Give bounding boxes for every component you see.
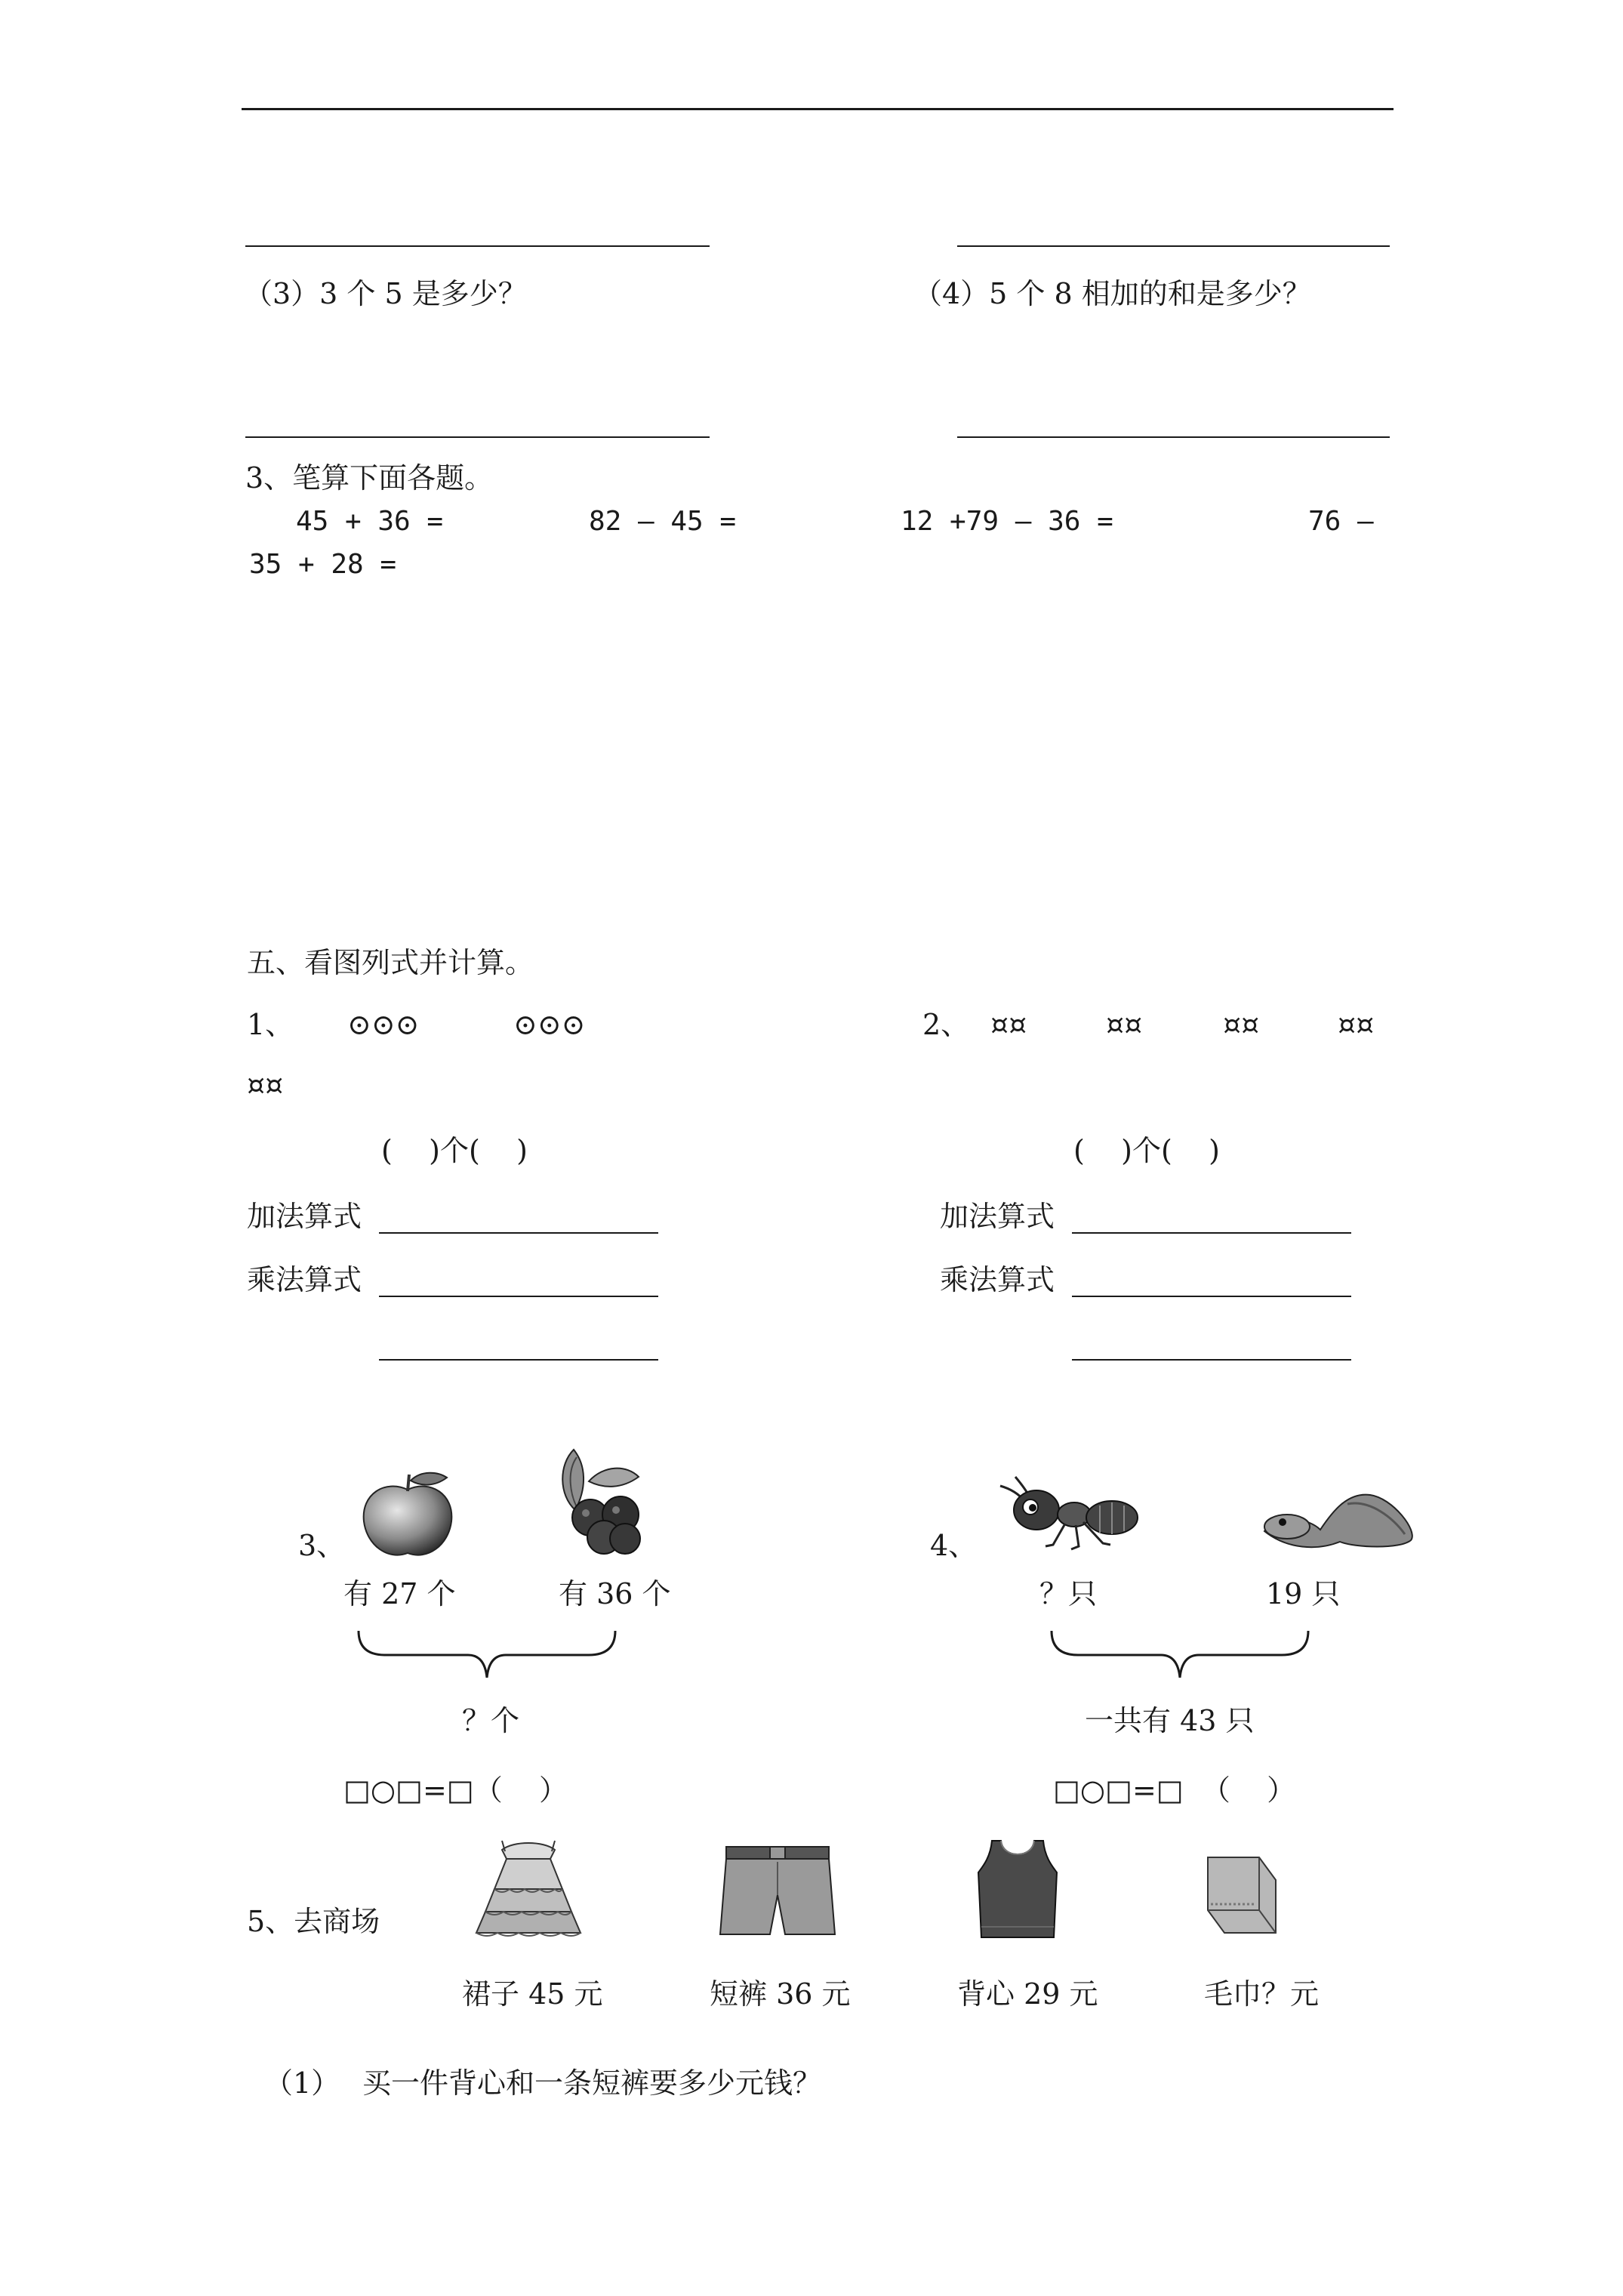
formula-left: □○□=□（ ）: [343, 1774, 568, 1807]
blank-count-right: ( )个( ): [1073, 1134, 1220, 1167]
circle-group-2: ⊙⊙⊙: [513, 1008, 586, 1041]
answer-line: [1072, 1296, 1351, 1297]
addition-label-right: 加法算式: [940, 1200, 1055, 1233]
expression-3: 12 +79 — 36 =: [901, 506, 1113, 537]
snake-count: 19 只: [1266, 1577, 1341, 1610]
total-right: 一共有 43 只: [1085, 1704, 1255, 1737]
towel-price: 毛巾？元: [1204, 1977, 1320, 2011]
vest-icon: [972, 1836, 1063, 1942]
problem-5-title: 5、去商场: [247, 1905, 380, 1938]
question-text: 买一件背心和一条短裤要多少元钱？: [362, 2066, 822, 2100]
question-3: （3）3 个 5 是多少？: [244, 277, 527, 310]
berries-icon: [544, 1435, 649, 1555]
expression-2: 82 — 45 =: [589, 506, 737, 537]
answer-line: [957, 436, 1390, 438]
formula-right: □○□=□ （ ）: [1053, 1774, 1296, 1807]
blank-count-left: ( )个( ): [381, 1134, 528, 1167]
answer-line: [957, 245, 1390, 247]
answer-line: [379, 1232, 658, 1234]
problem-1-number: 1、: [247, 1008, 294, 1041]
snake-icon: [1257, 1481, 1423, 1549]
expression-4-continued: 35 + 28 =: [249, 549, 397, 580]
answer-line: [245, 436, 710, 438]
symbol-group-2: ¤¤: [1106, 1008, 1143, 1041]
total-question-left: ？个: [462, 1704, 520, 1737]
section5-title: 五、看图列式并计算。: [247, 946, 534, 979]
apple-icon: [355, 1469, 460, 1559]
skirt-price: 裙子 45 元: [462, 1977, 603, 2011]
answer-line: [379, 1296, 658, 1297]
problem-2-number: 2、: [922, 1008, 970, 1041]
ant-count: ？只: [1039, 1577, 1098, 1610]
towel-icon: [1200, 1850, 1291, 1940]
problem-3-number: 3、: [298, 1529, 346, 1562]
shorts-icon: [717, 1842, 838, 1940]
multiplication-label-left: 乘法算式: [247, 1263, 362, 1296]
addition-label-left: 加法算式: [247, 1200, 362, 1233]
symbol-group-5: ¤¤: [247, 1068, 284, 1102]
symbol-group-3: ¤¤: [1223, 1008, 1260, 1041]
header-rule: [242, 108, 1394, 110]
symbol-group-1: ¤¤: [990, 1008, 1027, 1041]
brace-left: [355, 1623, 619, 1684]
apple-count: 有 27 个: [343, 1577, 456, 1610]
expression-1: 45 + 36 =: [296, 506, 444, 537]
expression-4: 76 —: [1308, 506, 1374, 537]
brace-right: [1048, 1623, 1312, 1684]
shorts-price: 短裤 36 元: [710, 1977, 851, 2011]
question-4: （4）5 个 8 相加的和是多少？: [913, 277, 1311, 310]
part3-title: 3、笔算下面各题。: [245, 461, 494, 495]
problem-4-number: 4、: [930, 1529, 978, 1562]
vest-price: 背心 29 元: [957, 1977, 1098, 2011]
answer-line: [1072, 1359, 1351, 1361]
skirt-icon: [472, 1836, 585, 1942]
multiplication-label-right: 乘法算式: [940, 1263, 1055, 1296]
answer-line: [245, 245, 710, 247]
ant-icon: [993, 1471, 1144, 1554]
question-number: （1）: [264, 2066, 340, 2100]
circle-group-1: ⊙⊙⊙: [347, 1008, 420, 1041]
symbol-group-4: ¤¤: [1338, 1008, 1375, 1041]
berries-count: 有 36 个: [559, 1577, 671, 1610]
answer-line: [379, 1359, 658, 1361]
answer-line: [1072, 1232, 1351, 1234]
